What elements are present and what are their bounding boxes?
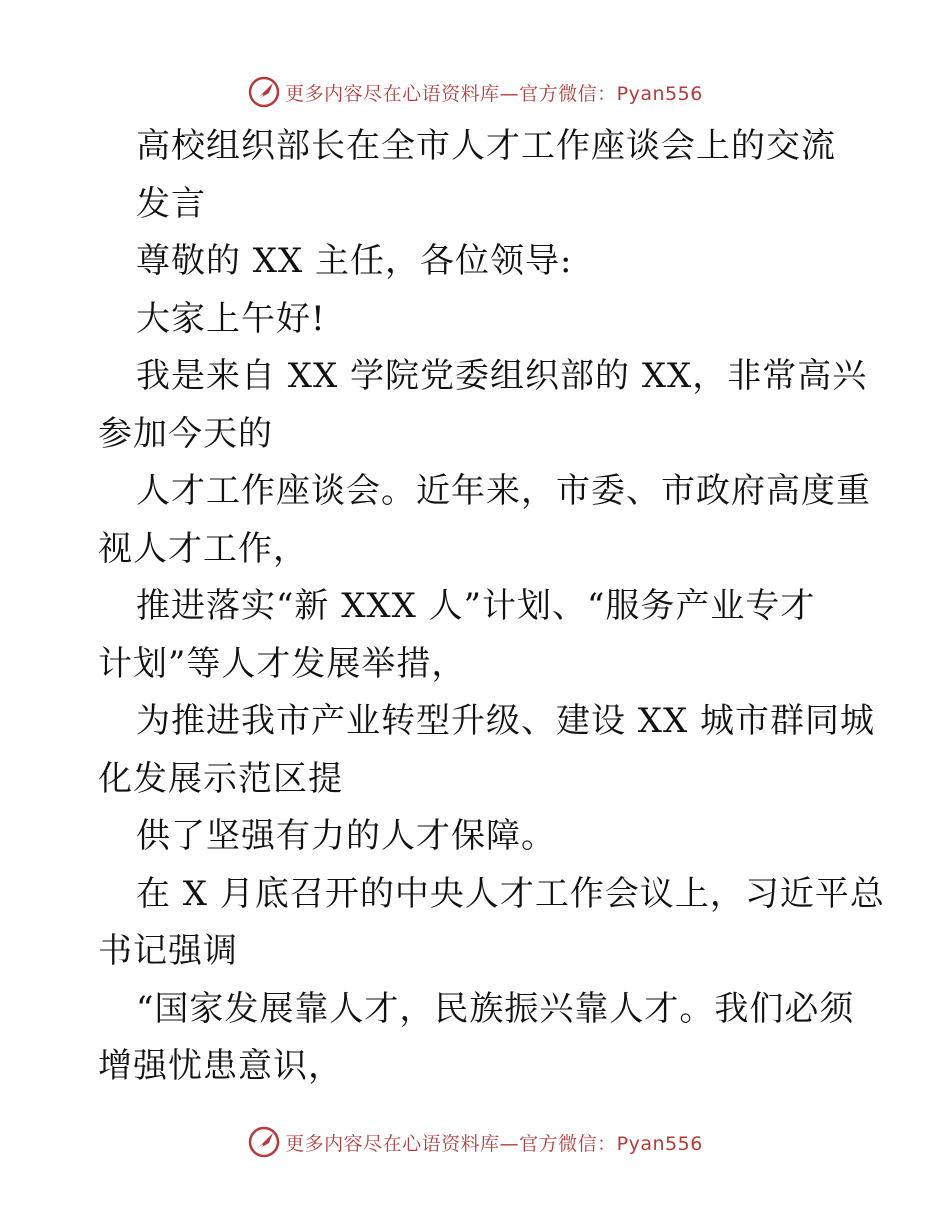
text-line: 我是来自 XX 学院党委组织部的 XX，非常高兴 — [136, 356, 868, 396]
footer-banner-text: 更多内容尽在心语资料库—官方微信：Pyan556 — [285, 1132, 703, 1155]
text-line: 供了坚强有力的人才保障。 — [136, 816, 556, 856]
quill-logo-icon — [247, 75, 281, 109]
text-line: 书记强调 — [98, 931, 238, 971]
text-line: 高校组织部长在全市人才工作座谈会上的交流 — [136, 126, 836, 166]
document-body — [98, 118, 885, 1096]
text-line: 参加今天的 — [98, 413, 273, 454]
text-line: 为推进我市产业转型升级、建设 XX 城市群同城 — [136, 701, 876, 741]
footer-banner — [0, 1122, 950, 1162]
text-line: 视人才工作， — [98, 528, 308, 569]
text-line: 人才工作座谈会。近年来，市委、市政府高度重 — [136, 471, 871, 511]
text-line: 大家上午好! — [136, 298, 326, 339]
text-line: 增强忧患意识， — [98, 1046, 343, 1086]
text-line: “国家发展靠人才，民族振兴靠人才。我们必须 — [136, 988, 855, 1029]
header-banner-text: 更多内容尽在心语资料库—官方微信：Pyan556 — [285, 82, 703, 105]
text-line: 在 X 月底召开的中央人才工作会议上，习近平总 — [136, 873, 885, 914]
text-line: 计划”等人才发展举措， — [98, 643, 467, 684]
text-line: 发言 — [136, 183, 206, 224]
text-line: 尊敬的 XX 主任，各位领导: — [136, 241, 573, 281]
header-banner — [0, 72, 950, 112]
text-line: 推进落实“新 XXX 人”计划、“服务产业专才 — [136, 586, 816, 626]
quill-logo-icon — [247, 1125, 281, 1159]
text-line: 化发展示范区提 — [98, 758, 343, 799]
